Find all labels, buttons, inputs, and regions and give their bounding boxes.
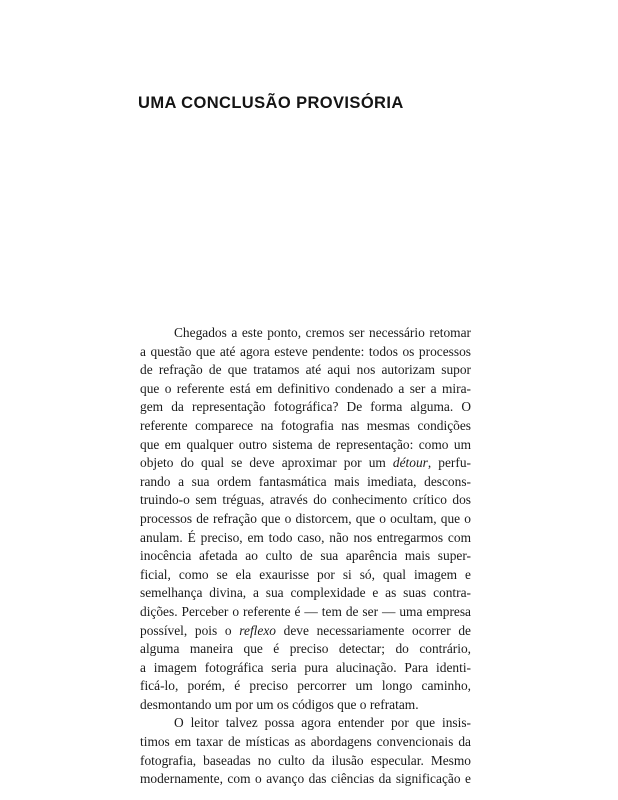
text-line: Chegados a este ponto, cremos ser necessário retomar (174, 325, 471, 340)
text-line: alguma maneira que é preciso detectar; do contrário, (140, 641, 471, 657)
text-line: desmontando um por um os códigos que o refratam. (140, 696, 419, 712)
italic-word: reflexo (239, 622, 276, 638)
text-line: a imagem fotográfica seria pura alucinação. Para identi- (140, 659, 471, 675)
text-line: modernamente, com o avanço das ciências da significação e (140, 771, 471, 787)
paragraph (140, 324, 471, 714)
text-line (140, 454, 471, 473)
italic-word: détour (392, 455, 428, 471)
text-run: objeto do qual se deve aproximar por um (140, 455, 393, 471)
text-line: ficial, como se ela exaurisse por si só, qual imagem e (140, 566, 471, 582)
text-line: gem da representação fotográfica? De forma alguma. O (140, 399, 471, 415)
text-line: anulam. É preciso, em todo caso, não nos entregarmos com (140, 529, 471, 545)
text-line (140, 622, 471, 641)
body-text (140, 324, 471, 789)
text-line: timos em taxar de místicas as abordagens convencionais da (140, 734, 471, 750)
text-line: inocência afetada ao culto de sua aparência mais super- (140, 548, 471, 564)
text-line: truindo-o sem tréguas, através do conhecimento crítico dos (140, 492, 471, 508)
text-line: rando a sua ordem fantasmática mais imediata, descons- (140, 473, 471, 489)
text-line: fotografia, baseadas no culto da ilusão especular. Mesmo (140, 752, 471, 768)
chapter-title: UMA CONCLUSÃO PROVISÓRIA (138, 94, 404, 112)
text-line: ficá-lo, porém, é preciso percorrer um longo caminho, (140, 678, 471, 694)
text-line: dições. Perceber o referente é — tem de ser — uma empresa (140, 603, 471, 619)
text-line: semelhança divina, a sua complexidade e as suas contra- (140, 585, 471, 601)
text-line: processos de refração que o distorcem, que o ocultam, que o (140, 510, 471, 526)
text-line: referente comparece na fotografia nas mesmas condições (140, 417, 471, 433)
text-run: , perfu- (427, 455, 471, 471)
text-run: deve necessariamente ocorrer de (275, 622, 471, 638)
text-run: possível, pois o (140, 622, 240, 638)
text-line: que o referente está em definitivo condenado a ser a mira- (140, 380, 471, 396)
paragraph (140, 714, 471, 788)
text-line: de refração de que tratamos até aqui nos autorizam supor (140, 362, 471, 378)
text-line: a questão que até agora esteve pendente: todos os processos (140, 343, 471, 359)
text-line: O leitor talvez possa agora entender por que insis- (174, 715, 471, 731)
text-line: que em qualquer outro sistema de representação: como um (140, 436, 471, 452)
